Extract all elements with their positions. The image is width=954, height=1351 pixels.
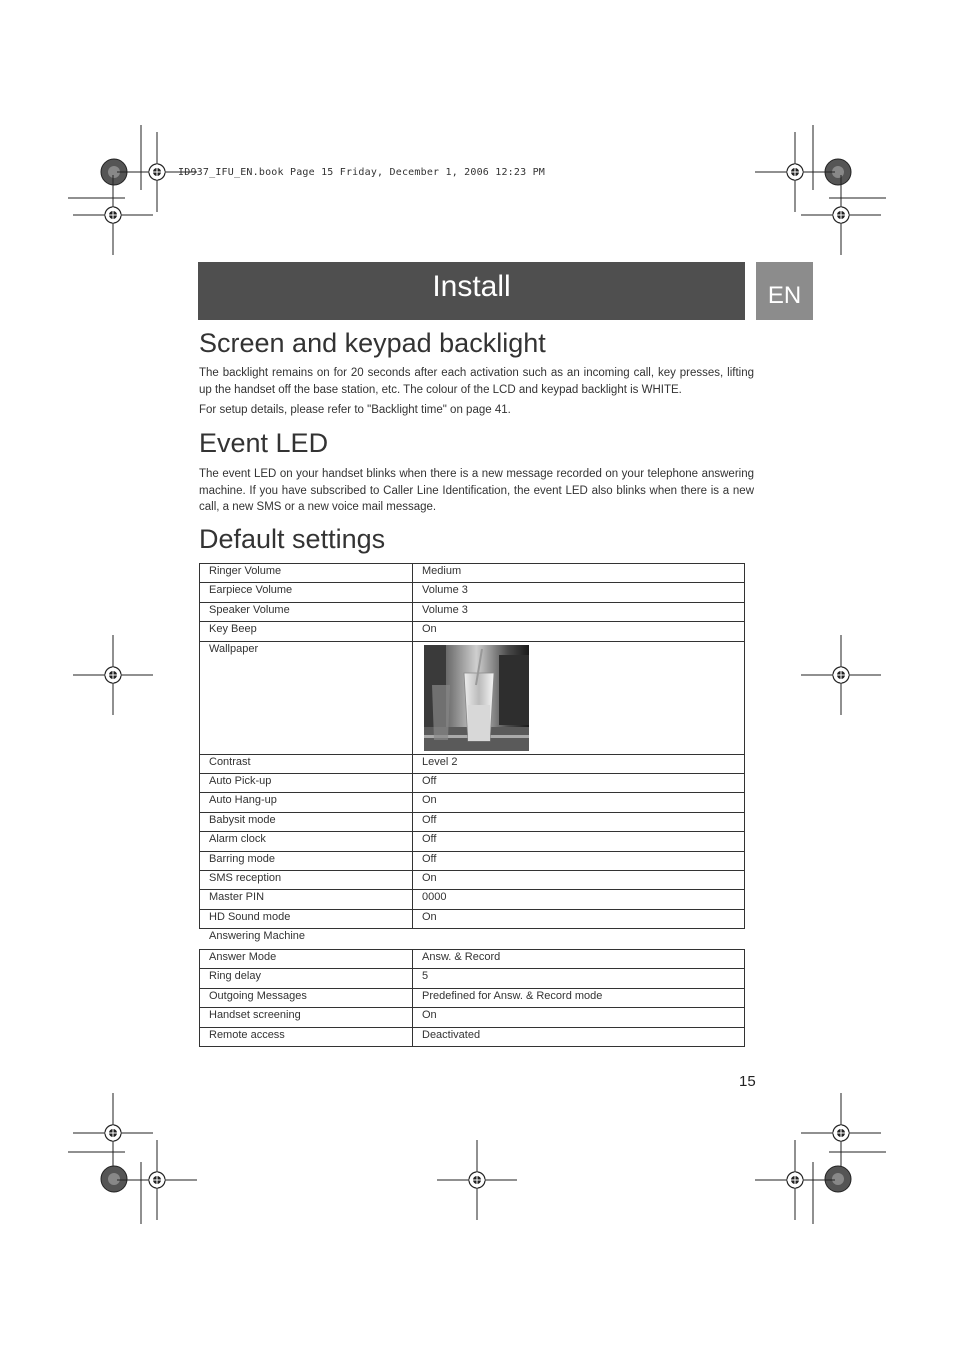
setting-name: SMS reception: [200, 870, 413, 889]
table-row: [200, 851, 745, 870]
table-row: [200, 812, 745, 831]
chapter-title: Install: [432, 270, 511, 303]
table-row: [200, 969, 745, 988]
heading-backlight: Screen and keypad backlight: [199, 328, 546, 358]
setting-name: Key Beep: [200, 622, 413, 641]
setting-value: 5: [413, 969, 745, 988]
table-row: [200, 773, 745, 792]
event-led-paragraph: The event LED on your handset blinks when there is a new message recorded on your telephone answering machine. If you have subscribed to Caller Line Identification, the event LED also blinks when there is a new call, a new SMS or a new voice mail message.: [199, 468, 754, 513]
setting-value: Off: [413, 812, 745, 831]
setting-value: On: [413, 909, 745, 928]
setting-value: On: [413, 793, 745, 812]
table-row: [200, 622, 745, 641]
table-row: [200, 793, 745, 812]
table-row: [200, 988, 745, 1007]
table-row: [200, 950, 745, 969]
setting-value: 0000: [413, 890, 745, 909]
setting-name: Earpiece Volume: [200, 583, 413, 602]
setting-value: On: [413, 870, 745, 889]
setting-name: Outgoing Messages: [200, 988, 413, 1007]
chapter-banner: [198, 262, 745, 320]
setting-name: Remote access: [200, 1027, 413, 1046]
language-tab: [756, 262, 813, 320]
setting-name: Master PIN: [200, 890, 413, 909]
setting-value: Off: [413, 773, 745, 792]
table-row: [200, 1008, 745, 1027]
table-row: [200, 754, 745, 773]
setting-name: Ring delay: [200, 969, 413, 988]
answering-machine-caption: Answering Machine: [209, 930, 305, 942]
table-row: [200, 832, 745, 851]
setting-name: Answer Mode: [200, 950, 413, 969]
table-row: [200, 564, 745, 583]
table-row: [200, 890, 745, 909]
setting-value: Level 2: [413, 754, 745, 773]
setting-name: Contrast: [200, 754, 413, 773]
heading-default-settings: Default settings: [199, 524, 386, 554]
setting-value: Answ. & Record: [413, 950, 745, 969]
setting-value: On: [413, 622, 745, 641]
setting-name: Barring mode: [200, 851, 413, 870]
answering-machine-table: [199, 949, 745, 1047]
setting-name: Handset screening: [200, 1008, 413, 1027]
setting-value: Volume 3: [413, 583, 745, 602]
setting-name: Auto Pick-up: [200, 773, 413, 792]
setting-name: Auto Hang-up: [200, 793, 413, 812]
backlight-reference: For setup details, please refer to "Backlight time" on page 41.: [199, 404, 511, 416]
setting-name: HD Sound mode: [200, 909, 413, 928]
setting-value: Deactivated: [413, 1027, 745, 1046]
table-row: [200, 909, 745, 928]
setting-value: Volume 3: [413, 602, 745, 621]
setting-name: Speaker Volume: [200, 602, 413, 621]
setting-value: Off: [413, 851, 745, 870]
setting-name: Babysit mode: [200, 812, 413, 831]
table-row: [200, 583, 745, 602]
setting-value: On: [413, 1008, 745, 1027]
setting-name: Ringer Volume: [200, 564, 413, 583]
table-row: [200, 870, 745, 889]
table-row: [200, 602, 745, 621]
language-label: EN: [767, 282, 802, 309]
table-row: [200, 1027, 745, 1046]
setting-value: Off: [413, 832, 745, 851]
setting-name: Wallpaper: [200, 641, 413, 754]
setting-name: Alarm clock: [200, 832, 413, 851]
heading-event-led: Event LED: [199, 428, 329, 458]
setting-value: Predefined for Answ. & Record mode: [413, 988, 745, 1007]
backlight-paragraph: The backlight remains on for 20 seconds after each activation such as an incoming call, key presses, lifting up the handset off the base station, etc. The colour of the LCD and keypad backlight is WHITE.: [199, 367, 754, 396]
page-number: 15: [739, 1073, 756, 1090]
print-slug: ID937_IFU_EN.book Page 15 Friday, December 1, 2006 12:23 PM: [178, 167, 546, 178]
wallpaper-image: [424, 645, 529, 751]
setting-value: Medium: [413, 564, 745, 583]
